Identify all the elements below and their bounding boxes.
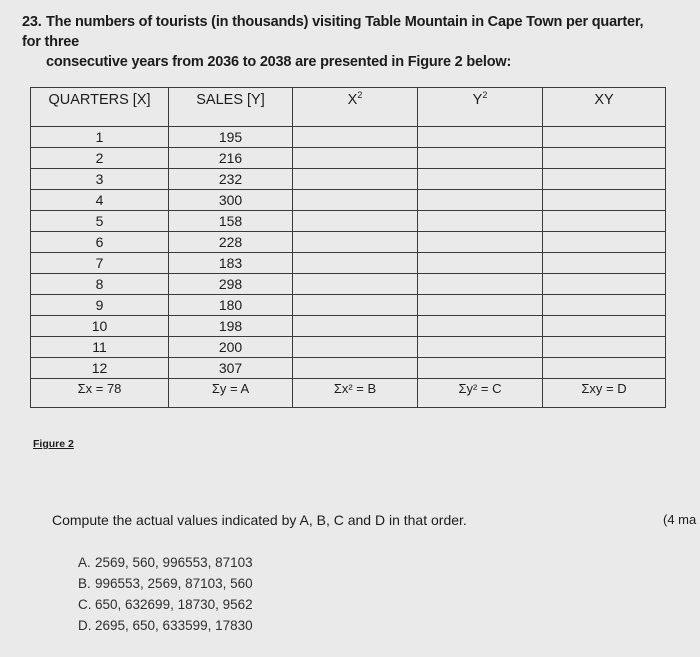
cell-y2 — [418, 127, 543, 148]
option-b[interactable] — [78, 573, 253, 594]
option-b-text: 996553, 2569, 87103, 560 — [95, 576, 253, 591]
instruction-text: Compute the actual values indicated by A, B, C and D in that order. — [52, 512, 467, 528]
table-row — [31, 295, 666, 316]
cell-x: 9 — [31, 295, 169, 316]
cell-xy — [543, 169, 666, 190]
sum-x: Σx = 78 — [31, 379, 169, 408]
cell-x: 12 — [31, 358, 169, 379]
option-d[interactable] — [78, 615, 253, 636]
cell-x: 1 — [31, 127, 169, 148]
question-number: 23. — [22, 14, 42, 30]
cell-y2 — [418, 295, 543, 316]
option-b-label: B. — [78, 576, 91, 591]
header-x-squared — [293, 88, 418, 127]
option-a-text: 2569, 560, 996553, 87103 — [95, 555, 253, 570]
cell-x2 — [293, 358, 418, 379]
cell-x2 — [293, 316, 418, 337]
header-y2-sup: 2 — [482, 90, 488, 101]
cell-x: 4 — [31, 190, 169, 211]
cell-x2 — [293, 127, 418, 148]
cell-x: 2 — [31, 148, 169, 169]
cell-y2 — [418, 169, 543, 190]
cell-y: 183 — [169, 253, 293, 274]
cell-x2 — [293, 169, 418, 190]
option-c-label: C. — [78, 597, 92, 612]
table-row — [31, 232, 666, 253]
figure-label: Figure 2 — [33, 438, 74, 450]
table-row — [31, 316, 666, 337]
cell-y: 228 — [169, 232, 293, 253]
cell-y2 — [418, 253, 543, 274]
option-c[interactable] — [78, 594, 253, 615]
cell-y: 200 — [169, 337, 293, 358]
cell-y2 — [418, 232, 543, 253]
cell-y2 — [418, 358, 543, 379]
cell-y: 216 — [169, 148, 293, 169]
cell-xy — [543, 211, 666, 232]
cell-y: 180 — [169, 295, 293, 316]
cell-xy — [543, 295, 666, 316]
header-quarters: QUARTERS [X] — [31, 88, 169, 127]
cell-x2 — [293, 211, 418, 232]
cell-x2 — [293, 253, 418, 274]
header-x2-base: X — [347, 92, 358, 108]
sum-xy: Σxy = D — [543, 379, 666, 408]
header-x2-sup: 2 — [357, 90, 363, 101]
cell-x: 10 — [31, 316, 169, 337]
table-row — [31, 190, 666, 211]
option-d-text: 2695, 650, 633599, 17830 — [95, 618, 253, 633]
cell-x: 7 — [31, 253, 169, 274]
header-xy: XY — [543, 88, 666, 127]
option-a[interactable] — [78, 552, 253, 573]
cell-y2 — [418, 190, 543, 211]
question-text — [22, 12, 662, 72]
cell-xy — [543, 274, 666, 295]
cell-y: 300 — [169, 190, 293, 211]
header-row — [31, 88, 666, 127]
table-row — [31, 169, 666, 190]
cell-xy — [543, 127, 666, 148]
sum-x2: Σx² = B — [293, 379, 418, 408]
cell-xy — [543, 190, 666, 211]
cell-y: 158 — [169, 211, 293, 232]
table-row — [31, 211, 666, 232]
cell-y2 — [418, 148, 543, 169]
cell-x2 — [293, 190, 418, 211]
header-sales: SALES [Y] — [169, 88, 293, 127]
table-body — [31, 127, 666, 408]
cell-x: 11 — [31, 337, 169, 358]
table-row — [31, 274, 666, 295]
cell-x: 3 — [31, 169, 169, 190]
option-a-label: A. — [78, 555, 91, 570]
cell-y2 — [418, 274, 543, 295]
sum-row — [31, 379, 666, 408]
question-line-1: The numbers of tourists (in thousands) visiting Table Mountain in Cape Town per quarter, for three — [22, 14, 644, 50]
sum-y2: Σy² = C — [418, 379, 543, 408]
cell-x2 — [293, 232, 418, 253]
question-line-2: consecutive years from 2036 to 2038 are presented in Figure 2 below: — [46, 54, 512, 70]
sum-y: Σy = A — [169, 379, 293, 408]
cell-xy — [543, 337, 666, 358]
option-c-text: 650, 632699, 18730, 9562 — [95, 597, 253, 612]
cell-y: 198 — [169, 316, 293, 337]
cell-y: 232 — [169, 169, 293, 190]
cell-xy — [543, 358, 666, 379]
cell-y2 — [418, 211, 543, 232]
cell-x: 6 — [31, 232, 169, 253]
table-row — [31, 337, 666, 358]
cell-y: 195 — [169, 127, 293, 148]
cell-xy — [543, 316, 666, 337]
option-d-label: D. — [78, 618, 92, 633]
table-row — [31, 253, 666, 274]
table-row — [31, 127, 666, 148]
cell-x2 — [293, 148, 418, 169]
cell-x: 8 — [31, 274, 169, 295]
cell-x: 5 — [31, 211, 169, 232]
header-y2-base: Y — [472, 92, 483, 108]
table-row — [31, 148, 666, 169]
cell-y: 307 — [169, 358, 293, 379]
marks-label: (4 ma — [663, 512, 697, 527]
header-y-squared — [418, 88, 543, 127]
cell-y2 — [418, 337, 543, 358]
cell-y2 — [418, 316, 543, 337]
cell-x2 — [293, 295, 418, 316]
cell-xy — [543, 253, 666, 274]
answer-options — [78, 552, 253, 636]
cell-x2 — [293, 337, 418, 358]
cell-xy — [543, 232, 666, 253]
data-table — [30, 87, 666, 408]
cell-y: 298 — [169, 274, 293, 295]
table-row — [31, 358, 666, 379]
cell-x2 — [293, 274, 418, 295]
cell-xy — [543, 148, 666, 169]
